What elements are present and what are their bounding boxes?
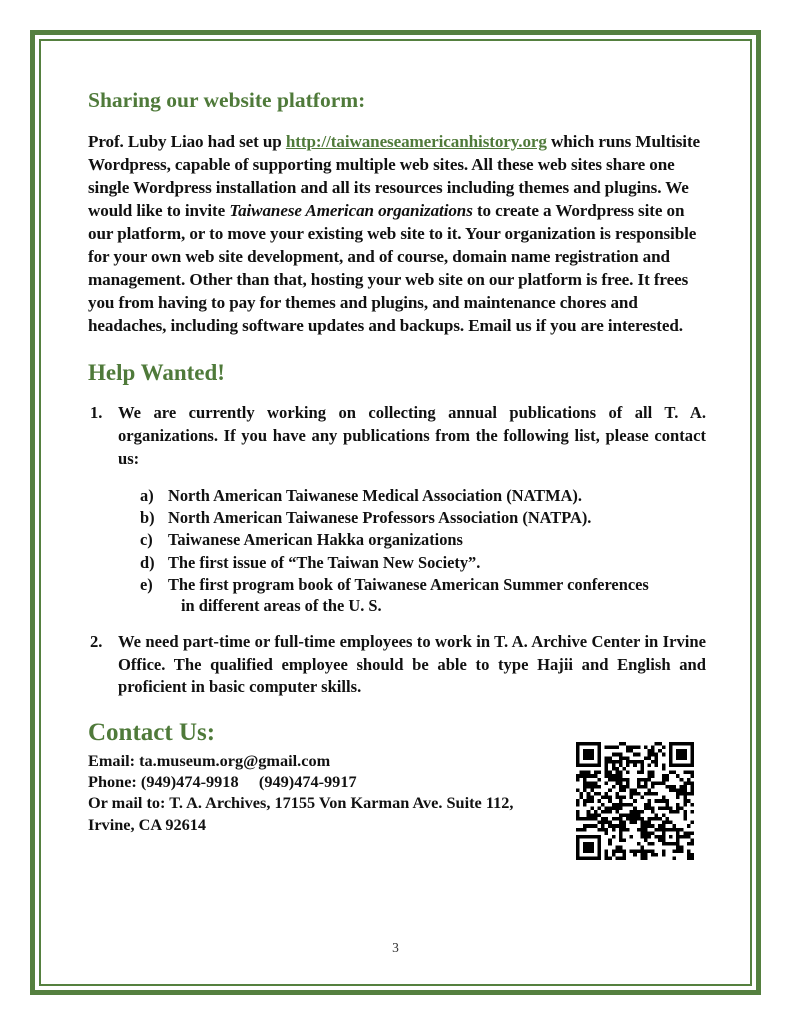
sub-item-text: The first program book of Taiwanese American Summer conferences <box>168 575 649 594</box>
heading-contact-us: Contact Us: <box>88 719 216 747</box>
heading-sharing-platform: Sharing our website platform: <box>88 88 366 112</box>
list-item <box>140 552 706 573</box>
qr-code <box>576 742 694 860</box>
sub-item-marker: a) <box>140 485 154 505</box>
publication-sub-list <box>140 485 706 617</box>
list-item <box>88 402 706 471</box>
sub-list-wrapper <box>88 485 706 617</box>
contact-section <box>88 719 558 834</box>
page-number: 3 <box>392 940 399 955</box>
sub-item-marker: c) <box>140 530 153 550</box>
sub-item-marker: e) <box>140 575 153 594</box>
contact-address-line-2: Irvine, CA 92614 <box>88 814 207 834</box>
contact-address-line-1: Or mail to: T. A. Archives, 17155 Von Karman Ave. Suite 112, <box>88 793 514 813</box>
contact-email-line: Email: ta.museum.org@gmail.com <box>88 751 331 771</box>
paragraph-lead: Prof. Luby Liao had set up <box>88 131 286 151</box>
paragraph-tail: to create a Wordpress site on our platform, or to move your existing web site to it. Your organization is responsible for your own web site development, and of course, domain name registration and management. Other than that, hosting your web site on our platform is free. It frees you from having to pay for themes and plugins, and maintenance chores and headaches, including software updates and backups. Email us if you are interested. <box>88 200 697 335</box>
sub-item-marker: b) <box>140 508 155 528</box>
help-wanted-list <box>88 402 706 471</box>
list-item-text: We are currently working on collecting annual publications of all T. A. organizations. If you have any publications from the following list, please contact us: <box>118 403 706 468</box>
platform-paragraph <box>88 131 706 338</box>
contact-phone-line: Phone: (949)474-9918 (949)474-9917 <box>88 772 357 792</box>
paragraph-after-link: which runs Multisite Wordpress, capable of supporting multiple web sites. All these web sites share one single Wordpress installation and all its resources including themes and plugins. We would like to invite <box>88 131 701 220</box>
sub-item-continuation: in different areas of the U. S. <box>181 596 382 616</box>
list-item <box>140 507 706 528</box>
sub-item-text: North American Taiwanese Professors Association (NATPA). <box>168 508 592 528</box>
help-wanted-list-continued <box>88 631 706 700</box>
page-content <box>88 88 706 835</box>
website-link[interactable]: http://taiwaneseamericanhistory.org <box>285 131 547 151</box>
list-item-marker: 1. <box>90 403 103 423</box>
list-item <box>140 485 706 506</box>
list-item <box>140 574 706 617</box>
sub-item-text: Taiwanese American Hakka organizations <box>168 530 463 550</box>
sub-item-marker: d) <box>140 552 155 572</box>
sub-item-text: The first issue of “The Taiwan New Society”. <box>168 552 481 572</box>
list-item-text: We need part-time or full-time employees to work in T. A. Archive Center in Irvine Office. The qualified employee should be able to type Hajii and English and proficient in basic computer skills. <box>118 631 706 697</box>
list-item <box>140 529 706 550</box>
list-item-marker: 2. <box>90 631 103 651</box>
paragraph-emphasis: Taiwanese American organizations <box>229 200 473 220</box>
heading-help-wanted: Help Wanted! <box>88 359 225 385</box>
list-item <box>88 631 706 700</box>
sub-item-text: North American Taiwanese Medical Association (NATMA). <box>168 485 582 505</box>
